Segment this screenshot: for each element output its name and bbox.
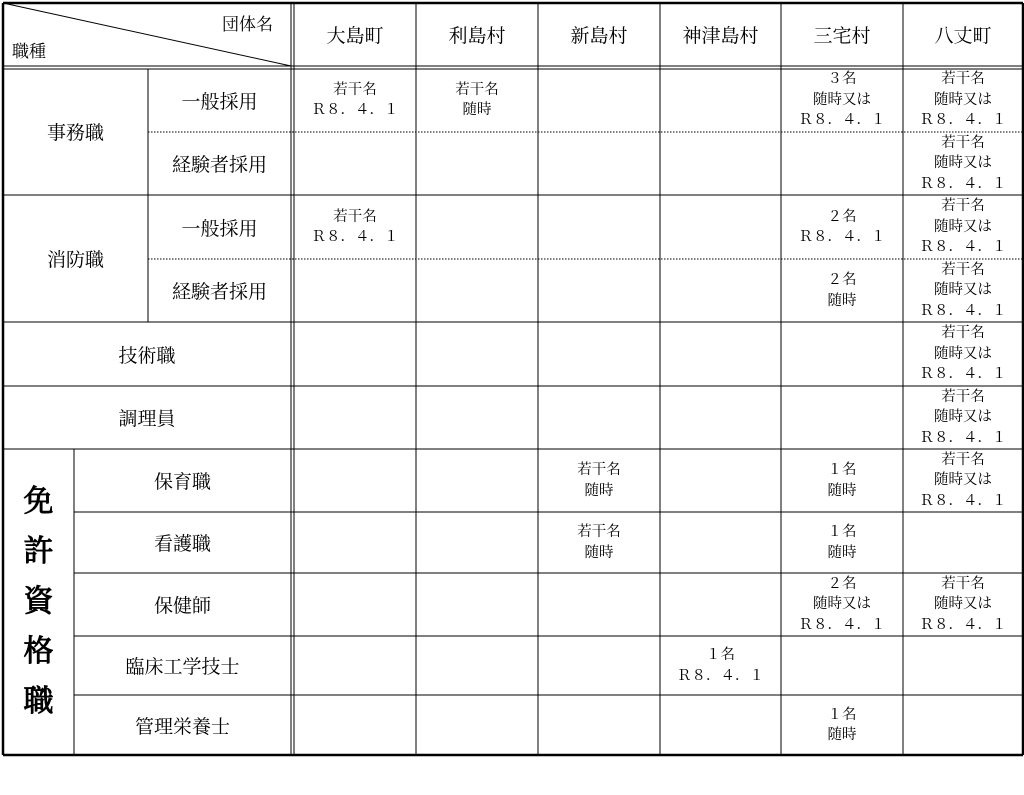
data-cell: [660, 695, 781, 755]
data-cell-line: ２名: [827, 208, 857, 225]
license-job-label: 看護職: [153, 533, 211, 555]
data-cell: [538, 259, 660, 322]
data-cell: [781, 259, 903, 322]
data-cell-line: １名: [827, 706, 857, 723]
data-cell: [416, 695, 538, 755]
data-cell: [903, 132, 1023, 195]
license-category-label: [3, 449, 74, 755]
data-cell: [416, 449, 538, 512]
data-cell: [538, 695, 660, 755]
data-cell-line: 随時: [462, 102, 492, 118]
data-cell: [294, 386, 416, 449]
license-label-char: 資: [23, 584, 54, 619]
data-cell: [294, 695, 416, 755]
data-cell: [903, 68, 1023, 132]
data-cell: [660, 195, 781, 259]
license-label-char: 許: [23, 534, 54, 569]
data-cell: [660, 449, 781, 512]
data-cell: [660, 322, 781, 386]
data-cell: [294, 512, 416, 573]
job-subcategory-label: 経験者採用: [171, 281, 267, 303]
data-cell-line: 若干名: [941, 325, 985, 342]
data-cell-line: Ｒ８．４．１: [798, 112, 886, 129]
data-cell-line: １名: [827, 524, 857, 540]
data-cell-line: 若干名: [333, 208, 377, 225]
data-cell: [660, 512, 781, 573]
data-cell: [903, 512, 1023, 573]
data-cell-line: Ｒ８．４．１: [311, 229, 399, 245]
data-cell: [416, 132, 538, 195]
header-municipality: 新島村: [570, 25, 628, 47]
data-cell-line: 随時又は: [813, 596, 871, 613]
data-cell: [903, 195, 1023, 259]
data-cell: [903, 573, 1023, 636]
data-cell: [416, 636, 538, 695]
data-cell-line: Ｒ８．４．１: [919, 112, 1007, 129]
data-cell-line: Ｒ８．４．１: [798, 616, 886, 633]
data-cell: [294, 573, 416, 636]
license-label-char: 職: [23, 684, 54, 719]
data-cell: [416, 259, 538, 322]
data-cell-line: 若干名: [333, 81, 377, 98]
license-label-char: 免: [23, 484, 54, 519]
data-cell-line: 随時又は: [934, 91, 992, 108]
data-cell-line: ２名: [827, 272, 857, 288]
data-cell-line: 若干名: [941, 388, 985, 405]
data-cell-line: 若干名: [455, 81, 499, 98]
data-cell-line: １名: [827, 462, 857, 478]
data-cell-line: 随時: [584, 544, 614, 561]
data-cell-line: ３名: [827, 71, 857, 88]
data-cell: [903, 259, 1023, 322]
data-cell-line: 随時又は: [934, 409, 992, 426]
data-cell: [294, 322, 416, 386]
license-label-char: 格: [23, 634, 54, 669]
data-cell: [660, 259, 781, 322]
data-cell-line: １名: [706, 647, 735, 663]
data-cell-line: 若干名: [941, 71, 985, 88]
data-cell: [416, 512, 538, 573]
data-cell-line: 随時又は: [813, 91, 871, 108]
data-cell: [294, 132, 416, 195]
data-cell: [781, 573, 903, 636]
data-cell-line: 随時: [827, 482, 857, 499]
data-cell-line: Ｒ８．４．１: [798, 229, 886, 245]
data-cell: [781, 322, 903, 386]
data-cell: [538, 636, 660, 695]
data-cell: [538, 322, 660, 386]
data-cell-line: 随時又は: [934, 596, 992, 613]
data-cell: [903, 386, 1023, 449]
data-cell: [416, 322, 538, 386]
header-municipality: 大島町: [326, 25, 384, 47]
data-cell-line: 随時又は: [934, 472, 992, 489]
data-cell: [903, 449, 1023, 512]
job-subcategory-label: 一般採用: [181, 90, 258, 113]
header-municipality: 神津島村: [682, 25, 759, 47]
data-cell: [538, 386, 660, 449]
data-cell: [416, 573, 538, 636]
data-cell: [660, 573, 781, 636]
data-cell: [538, 68, 660, 132]
data-cell: [294, 68, 416, 132]
data-cell: [781, 132, 903, 195]
header-municipality: 三宅村: [813, 25, 871, 47]
data-cell: [781, 195, 903, 259]
job-subcategory-label: 経験者採用: [171, 154, 267, 176]
data-cell: [903, 695, 1023, 755]
data-cell-line: 若干名: [577, 462, 621, 478]
data-cell: [538, 573, 660, 636]
data-cell-line: 若干名: [941, 134, 985, 151]
header-municipality: 利島村: [448, 25, 506, 47]
data-cell-line: 若干名: [941, 261, 985, 278]
data-cell: [781, 636, 903, 695]
data-cell: [294, 259, 416, 322]
data-cell: [294, 195, 416, 259]
data-cell: [781, 695, 903, 755]
data-cell: [903, 636, 1023, 695]
data-cell-line: Ｒ８．４．１: [919, 302, 1007, 319]
data-cell: [660, 636, 781, 695]
header-org-label: 団体名: [222, 15, 273, 35]
data-cell-line: 随時又は: [934, 155, 992, 172]
data-cell: [781, 512, 903, 573]
license-job-label: 臨床工学技士: [125, 656, 240, 678]
data-cell: [538, 132, 660, 195]
license-job-label: 管理栄養士: [134, 715, 230, 738]
job-category-label: 技術職: [118, 344, 176, 367]
data-cell-line: 若干名: [577, 524, 621, 540]
data-cell-line: Ｒ８．４．１: [677, 667, 764, 684]
data-cell: [416, 386, 538, 449]
data-cell-line: Ｒ８．４．１: [919, 175, 1007, 192]
data-cell-line: Ｒ８．４．１: [919, 492, 1007, 509]
data-cell-line: Ｒ８．４．１: [919, 429, 1007, 446]
data-cell: [660, 68, 781, 132]
data-cell-line: Ｒ８．４．１: [919, 239, 1007, 256]
header-municipality: 八丈町: [934, 25, 992, 47]
header-job-label: 職種: [12, 42, 46, 62]
data-cell-line: 随時又は: [934, 218, 992, 235]
license-job-label: 保育職: [153, 471, 211, 493]
data-cell-line: Ｒ８．４．１: [311, 102, 399, 118]
data-cell-line: 若干名: [941, 451, 985, 468]
data-cell: [294, 449, 416, 512]
data-cell: [538, 512, 660, 573]
job-category-label: 消防職: [46, 249, 104, 271]
data-cell-line: ２名: [827, 575, 857, 592]
data-cell-line: 随時: [827, 292, 857, 309]
data-cell: [781, 386, 903, 449]
data-cell-line: 随時又は: [934, 282, 992, 299]
data-cell: [294, 636, 416, 695]
data-cell: [538, 195, 660, 259]
data-cell: [903, 322, 1023, 386]
data-cell-line: 若干名: [941, 575, 985, 592]
data-cell-line: Ｒ８．４．１: [919, 616, 1007, 633]
job-category-label: 調理員: [118, 408, 176, 430]
data-cell-line: 随時: [827, 727, 857, 743]
data-cell-line: 随時: [584, 482, 614, 499]
data-cell: [538, 449, 660, 512]
data-cell-line: 随時又は: [934, 345, 992, 362]
data-cell-line: 随時: [827, 544, 857, 561]
data-cell-line: 若干名: [941, 198, 985, 215]
license-job-label: 保健師: [153, 595, 211, 617]
job-category-label: 事務職: [46, 122, 104, 144]
data-cell-line: Ｒ８．４．１: [919, 366, 1007, 383]
data-cell: [781, 449, 903, 512]
data-cell: [781, 68, 903, 132]
data-cell: [660, 132, 781, 195]
data-cell: [416, 68, 538, 132]
job-subcategory-label: 一般採用: [181, 217, 258, 240]
data-cell: [416, 195, 538, 259]
data-cell: [660, 386, 781, 449]
